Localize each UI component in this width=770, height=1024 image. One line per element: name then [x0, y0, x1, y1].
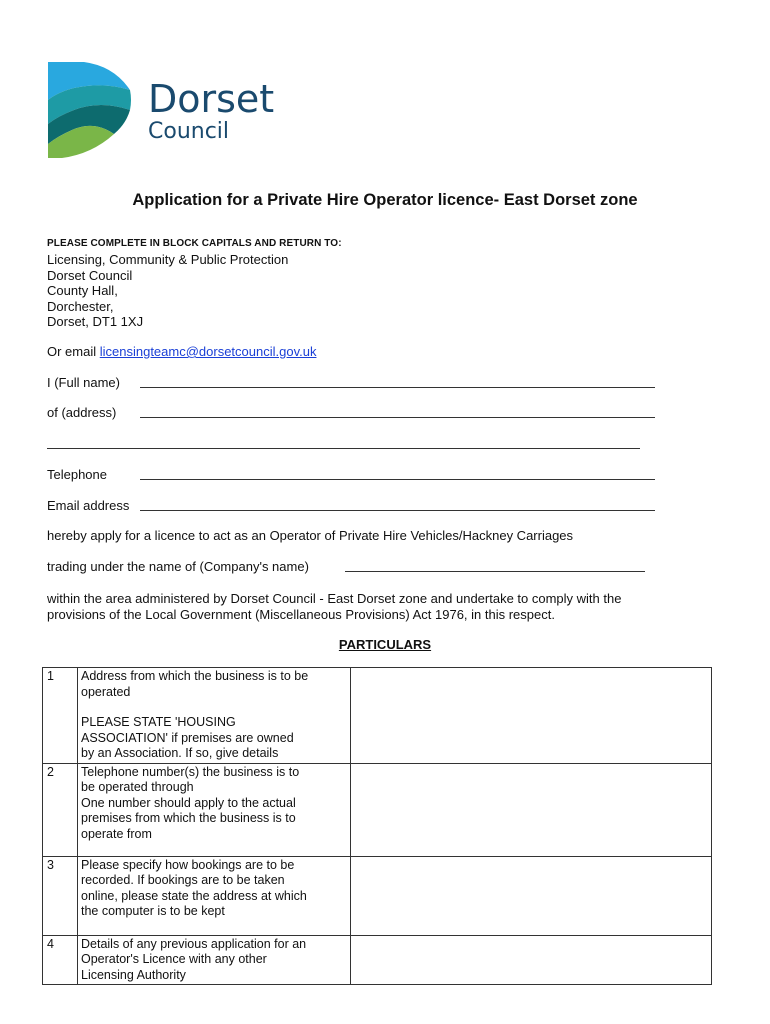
area-statement	[47, 591, 727, 623]
particulars-heading: PARTICULARS	[338, 637, 432, 652]
logo-word-dorset: Dorset	[148, 77, 275, 121]
logo-mark	[44, 60, 294, 164]
address-label: of (address)	[47, 405, 117, 420]
apply-statement: hereby apply for a licence to act as an Operator of Private Hire Vehicles/Hackney Carriages	[47, 528, 574, 543]
full-name-label: I (Full name)	[47, 375, 120, 390]
question-line: Details of any previous application for an	[81, 936, 307, 951]
question-line: recorded. If bookings are to be taken	[81, 873, 285, 887]
address-line: Dorchester,	[47, 298, 114, 314]
email-address-field[interactable]	[140, 510, 655, 511]
address-line: Licensing, Community & Public Protection	[47, 252, 289, 267]
table-row	[43, 763, 712, 856]
question-line: ASSOCIATION' if premises are owned	[81, 730, 294, 745]
telephone-field[interactable]	[140, 479, 655, 480]
question-line: PLEASE STATE 'HOUSING	[81, 715, 236, 729]
address-line: County Hall,	[47, 283, 118, 298]
row-number: 3	[43, 856, 78, 935]
question-line: Licensing Authority	[81, 967, 186, 982]
question-line: Address from which the business is to be	[81, 669, 309, 683]
particulars-table	[42, 667, 712, 985]
address-line: Dorset Council	[47, 267, 133, 283]
logo-word-council: Council	[148, 119, 230, 144]
row-question	[78, 668, 351, 764]
area-statement-line: provisions of the Local Government (Miscellaneous Provisions) Act 1976, in this respect.	[47, 607, 555, 622]
answer-cell-telephone[interactable]	[351, 763, 712, 856]
email-prefix: Or email	[47, 344, 100, 359]
form-title: Application for a Private Hire Operator licence- East Dorset zone	[132, 191, 638, 209]
question-line: operated	[81, 684, 131, 699]
question-line: Operator's Licence with any other	[81, 952, 267, 966]
row-question	[78, 763, 351, 856]
address-field-line-1[interactable]	[140, 417, 655, 418]
answer-cell-previous-application[interactable]	[351, 935, 712, 985]
table-row	[43, 935, 712, 985]
question-line: the computer is to be kept	[81, 904, 225, 918]
answer-cell-address[interactable]	[351, 668, 712, 764]
table-row	[43, 668, 712, 764]
row-question	[78, 856, 351, 935]
address-field-line-2[interactable]	[47, 448, 640, 449]
company-name-field[interactable]	[345, 571, 645, 572]
question-line: One number should apply to the actual	[81, 795, 296, 810]
question-line: premises from which the business is to	[81, 811, 296, 825]
question-line: Please specify how bookings are to be	[81, 857, 295, 872]
trading-name-label: trading under the name of (Company's name)	[47, 559, 309, 574]
question-line: be operated through	[81, 780, 194, 794]
area-statement-line: within the area administered by Dorset Council - East Dorset zone and undertake to comply with the	[47, 591, 622, 606]
row-number: 4	[43, 935, 78, 985]
row-number: 1	[43, 668, 78, 764]
telephone-label: Telephone	[47, 467, 107, 482]
table-row	[43, 856, 712, 935]
return-instruction: PLEASE COMPLETE IN BLOCK CAPITALS AND RETURN TO:	[47, 238, 342, 249]
email-line	[47, 344, 316, 359]
row-number: 2	[43, 763, 78, 856]
question-gap	[81, 700, 347, 715]
dorset-council-logo	[44, 60, 294, 164]
email-address-label: Email address	[47, 498, 130, 513]
question-line: online, please state the address at which	[81, 888, 307, 903]
answer-cell-bookings[interactable]	[351, 856, 712, 935]
email-link[interactable]: licensingteamc@dorsetcouncil.gov.uk	[99, 344, 317, 359]
address-line: Dorset, DT1 1XJ	[47, 314, 144, 329]
question-line: operate from	[81, 826, 152, 841]
return-address	[47, 252, 288, 330]
full-name-field[interactable]	[140, 387, 655, 388]
question-line: Telephone number(s) the business is to	[81, 764, 300, 779]
row-question	[78, 935, 351, 985]
question-line: by an Association. If so, give details	[81, 746, 279, 760]
